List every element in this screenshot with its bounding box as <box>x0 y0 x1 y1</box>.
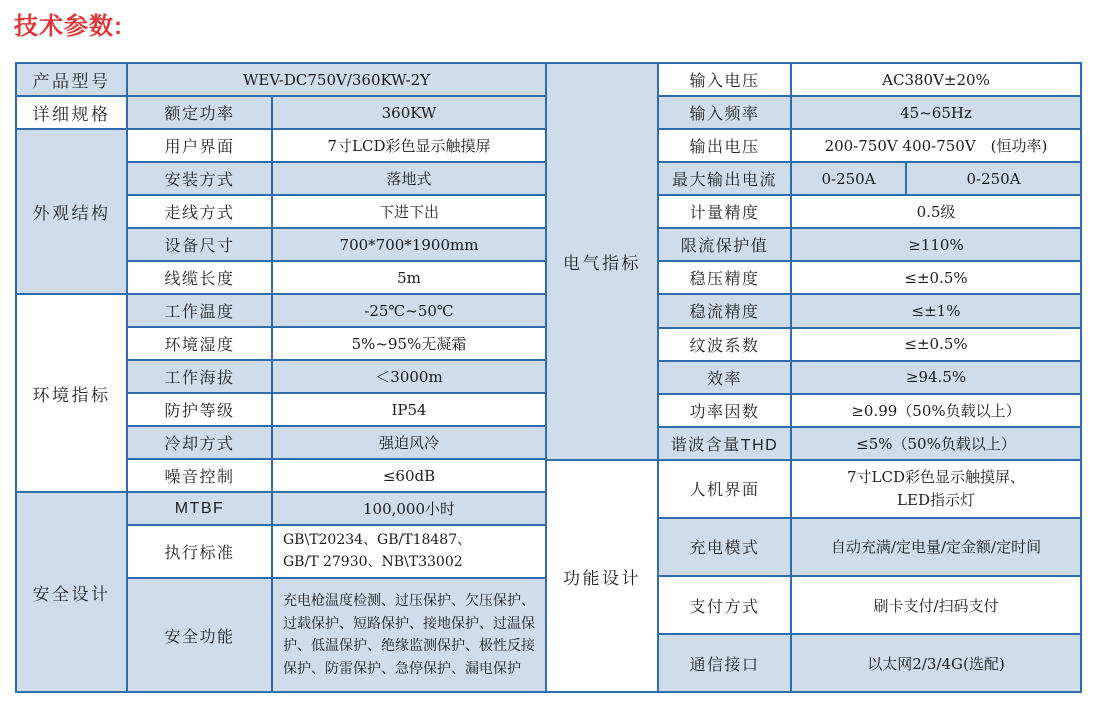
attr-cell: 走线方式 <box>127 195 272 228</box>
attr-cell: 限流保护值 <box>658 228 791 261</box>
value-cell: ≤60dB <box>272 459 546 492</box>
table-row <box>16 96 546 129</box>
attr-cell: MTBF <box>127 492 272 525</box>
value-cell: 45~65Hz <box>791 96 1081 129</box>
attr-cell: 效率 <box>658 361 791 394</box>
group-cell-detailed-specs: 详细规格 <box>16 96 127 129</box>
value-cell: 200-750V 400-750V (恒功率) <box>791 129 1081 162</box>
value-cell: 360KW <box>272 96 546 129</box>
attr-cell: 噪音控制 <box>127 459 272 492</box>
value-cell: 100,000小时 <box>272 492 546 525</box>
attr-cell: 功率因数 <box>658 394 791 427</box>
value-cell: 5%~95%无凝霜 <box>272 327 546 360</box>
value-cell: ≥94.5% <box>791 361 1081 394</box>
value-cell <box>272 525 546 578</box>
attr-cell: 冷却方式 <box>127 426 272 459</box>
attr-cell: 输入频率 <box>658 96 791 129</box>
value-cell: 充电枪温度检测、过压保护、欠压保护、过载保护、短路保护、接地保护、过温保护、低温保护、绝缘监测保护、极性反接保护、防雷保护、急停保护、漏电保护 <box>272 578 546 692</box>
table-row <box>16 294 546 327</box>
value-cell: -25℃~50℃ <box>272 294 546 327</box>
attr-cell: 安装方式 <box>127 162 272 195</box>
value-cell: AC380V±20% <box>791 63 1081 96</box>
value-cell: ≥0.99（50%负载以上） <box>791 394 1081 427</box>
attr-cell: 线缆长度 <box>127 261 272 294</box>
value-line: LED指示灯 <box>897 490 975 509</box>
value-line: 7寸LCD彩色显示触摸屏、 <box>846 467 1025 486</box>
value-cell: 5m <box>272 261 546 294</box>
value-cell: ≥110% <box>791 228 1081 261</box>
table-row <box>16 63 546 96</box>
group-cell-electrical: 电气指标 <box>546 63 658 460</box>
attr-cell: 设备尺寸 <box>127 228 272 261</box>
attr-cell: 人机界面 <box>658 460 791 518</box>
attr-cell: 工作海拔 <box>127 360 272 393</box>
table-row <box>546 63 1081 96</box>
attr-cell: 执行标准 <box>127 525 272 578</box>
attr-cell: 输入电压 <box>658 63 791 96</box>
attr-cell: 纹波系数 <box>658 328 791 361</box>
attr-cell: 稳压精度 <box>658 261 791 294</box>
attr-cell: 计量精度 <box>658 195 791 228</box>
attr-cell: 安全功能 <box>127 578 272 692</box>
attr-cell: 支付方式 <box>658 576 791 634</box>
value-cell: 落地式 <box>272 162 546 195</box>
value-cell: 强迫风冷 <box>272 426 546 459</box>
value-cell: ≤5%（50%负载以上） <box>791 427 1081 460</box>
value-cell: ≤±1% <box>791 294 1081 327</box>
value-cell <box>791 460 1081 518</box>
value-cell: ≤±0.5% <box>791 328 1081 361</box>
value-cell: IP54 <box>272 393 546 426</box>
value-cell: ≤±0.5% <box>791 261 1081 294</box>
page-title: 技术参数: <box>14 13 123 40</box>
group-cell-product-model: 产品型号 <box>16 63 127 96</box>
value-cell: 700*700*1900mm <box>272 228 546 261</box>
group-cell-function: 功能设计 <box>546 460 658 693</box>
value-cell: 下进下出 <box>272 195 546 228</box>
attr-cell: 用户界面 <box>127 129 272 162</box>
attr-cell: 通信接口 <box>658 634 791 692</box>
value-cell: ＜3000m <box>272 360 546 393</box>
table-row <box>16 129 546 162</box>
group-cell-safety: 安全设计 <box>16 492 127 692</box>
table-row <box>546 460 1081 518</box>
attr-cell: 最大输出电流 <box>658 162 791 195</box>
attr-cell: 谐波含量THD <box>658 427 791 460</box>
group-cell-appearance: 外观结构 <box>16 129 127 294</box>
spec-tables <box>15 62 1082 693</box>
value-cell-output-current-a: 0-250A <box>791 162 906 195</box>
value-cell: 自动充满/定电量/定金额/定时间 <box>791 518 1081 576</box>
value-line: GB/T 27930、NB\T33002 <box>283 553 463 570</box>
right-spec-table <box>545 62 1082 693</box>
attr-cell: 输出电压 <box>658 129 791 162</box>
value-cell: 以太网2/3/4G(选配) <box>791 634 1081 692</box>
value-cell: 刷卡支付/扫码支付 <box>791 576 1081 634</box>
left-spec-table <box>15 62 547 693</box>
value-line: GB\T20234、GB/T18487、 <box>283 532 472 548</box>
attr-cell: 稳流精度 <box>658 294 791 327</box>
attr-cell: 环境湿度 <box>127 327 272 360</box>
value-cell: 7寸LCD彩色显示触摸屏 <box>272 129 546 162</box>
attr-cell: 工作温度 <box>127 294 272 327</box>
value-cell-product-model: WEV-DC750V/360KW-2Y <box>127 63 546 96</box>
table-row <box>16 492 546 525</box>
group-cell-environment: 环境指标 <box>16 294 127 492</box>
attr-cell: 额定功率 <box>127 96 272 129</box>
value-cell: 0.5级 <box>791 195 1081 228</box>
attr-cell: 充电模式 <box>658 518 791 576</box>
attr-cell: 防护等级 <box>127 393 272 426</box>
value-cell-output-current-b: 0-250A <box>906 162 1081 195</box>
